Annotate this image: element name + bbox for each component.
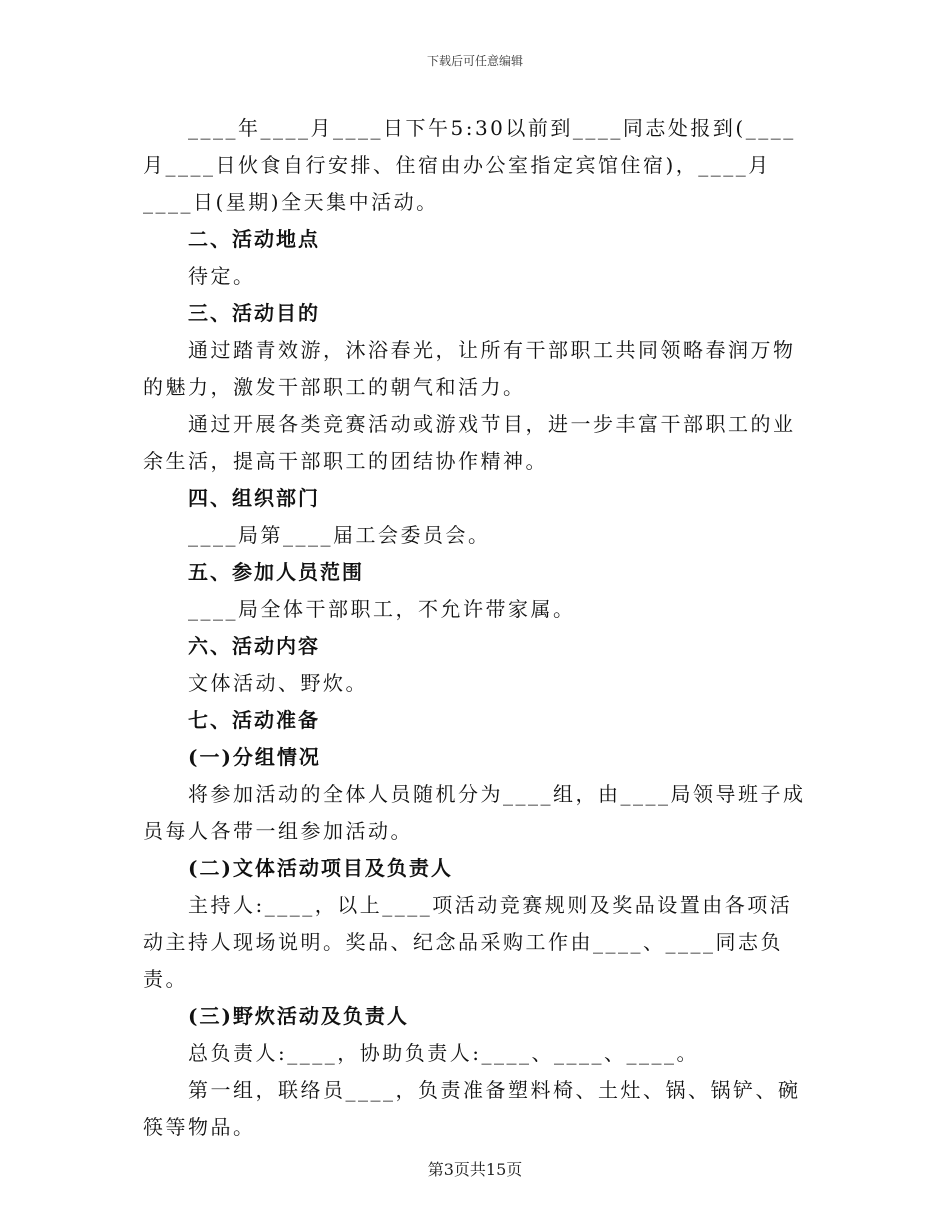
- section-heading: 五、参加人员范围: [188, 560, 364, 584]
- section-heading: 七、活动准备: [188, 708, 320, 732]
- page-header: 下载后可任意编辑: [426, 54, 523, 68]
- body-paragraph: ____年____月____日下午5:30以前到____同志处报到(____月____日伙食自行安排、住宿由办公室指定宾馆住宿)，____月____日(星期)全天集中活动。: [143, 116, 796, 214]
- section-heading: (二)文体活动项目及负责人: [188, 856, 453, 880]
- body-paragraph: 通过开展各类竞赛活动或游戏节目，进一步丰富干部职工的业余生活，提高干部职工的团结协作精神。: [143, 412, 796, 473]
- body-paragraph: 通过踏青效游，沐浴春光，让所有干部职工共同领略春润万物的魅力，激发干部职工的朝气和活力。: [143, 338, 796, 399]
- body-paragraph: 主持人:____，以上____项活动竞赛规则及奖品设置由各项活动主持人现场说明。奖品、纪念品采购工作由____、____同志负责。: [143, 893, 793, 991]
- section-heading: 二、活动地点: [188, 227, 320, 251]
- body-paragraph: 文体活动、野炊。: [188, 671, 368, 695]
- body-paragraph: ____局全体干部职工，不允许带家属。: [188, 597, 576, 621]
- section-heading: 四、组织部门: [188, 486, 320, 510]
- section-heading: 三、活动目的: [188, 301, 320, 325]
- section-heading: 六、活动内容: [188, 634, 320, 658]
- body-paragraph: ____局第____届工会委员会。: [188, 523, 491, 547]
- section-heading: (一)分组情况: [188, 745, 321, 769]
- body-paragraph: 将参加活动的全体人员随机分为____组，由____局领导班子成员每人各带一组参加活动。: [143, 782, 806, 843]
- document-body: [143, 110, 807, 1146]
- page-footer: 第3页共15页: [427, 1160, 523, 1179]
- body-paragraph: 待定。: [188, 264, 256, 288]
- body-paragraph: 第一组，联络员____，负责准备塑料椅、土灶、锅、锅铲、碗筷等物品。: [143, 1078, 801, 1139]
- body-paragraph: 总负责人:____，协助负责人:____、____、____。: [188, 1041, 699, 1065]
- section-heading: (三)野炊活动及负责人: [188, 1004, 409, 1028]
